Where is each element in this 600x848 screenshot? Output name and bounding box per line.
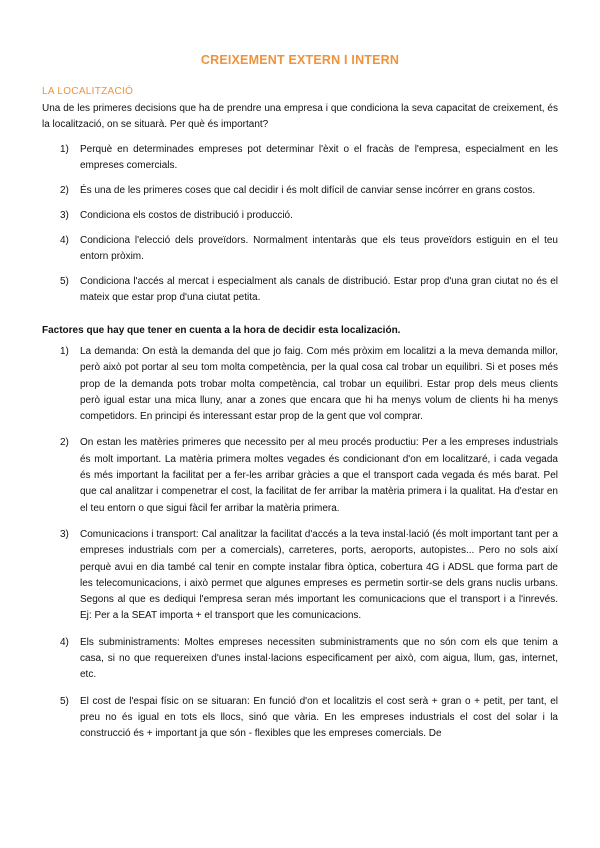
list-item-number: 1) [60,346,69,357]
list-item-text: Condiciona l'elecció dels proveïdors. Normalment intentaràs que els teus proveïdors estiguin en el teu entorn pròxim. [80,235,558,262]
page-title: CREIXEMENT EXTERN I INTERN [200,53,400,67]
list-item-number: 2) [60,185,69,196]
list-item-text: Comunicacions i transport: Cal analitzar la facilitat d'accés a la teva instal·lació (és molt important tant per a empreses industrials com per a comercials), carreteres, ports, aeroports, autopistes... Pero no sols així perquè avui en dia també cal tenir en compte instalar fibra òptica, cobertura 4G i ADSL que forma part de les telecomunicacions, i això permet que algunes empreses es permetin sortir-se dels grans nuclis urbans. Segons al que es dediqui l'empresa seran més important les comunicacions que el transport i a l'inrevés. Ej: Per a la SEAT importa + el transport que les comunicacions. [80,528,558,622]
list-item-number: 2) [60,437,69,449]
intro-paragraph: Una de les primeres decisions que ha de prendre una empresa i que condiciona la seva capacitat de creixement, és la localització, on se situarà. Per què és important? [42,103,558,130]
list-item-number: 5) [60,276,69,287]
list-item-text: La demanda: On està la demanda del que jo faig. Com més pròxim em localitzi a la meva demanda millor, però això pot portar al seu tom molta competència, per la qual cosa cal trobar un equilibri. Si et poses més prop de la demanda pots trobar molta competència, cal trobar un equilibri. Estar prop dels meus clients però igual estar una mica lluny, anar a zones que encara que hi ha menys volum de clients hi ha menys competidors. En principi és interessant estar prop de la gent que vol comprar. [80,346,558,423]
list-item-number: 4) [60,235,69,246]
list-item-text: És una de les primeres coses que cal decidir i és molt difícil de canviar sense incórrer en grans costos. [80,185,536,196]
list-item-number: 4) [60,636,69,648]
list-item-text: Condiciona l'accés al mercat i especialment als canals de distribució. Estar prop d'una gran ciutat no és el mateix que estar prop d'una ciutat petita. [80,276,558,303]
list-item-number: 3) [60,528,69,540]
list-item-text: Perquè en determinades empreses pot determinar l'èxit o el fracàs de l'empresa, especialment en les empreses comercials. [80,144,558,171]
list-item [42,344,558,425]
list-item-number: 5) [60,695,69,707]
list-item [42,183,558,199]
list-item-text: Els subministraments: Moltes empreses necessiten subministraments que no són com els que tenim a casa, si no que requereixen d'unes instal·lacions especificament per això, com aigua, llum, gas, internet, etc. [80,636,558,681]
reasons-list [42,142,558,306]
list-item [42,527,558,625]
list-item-number: 3) [60,210,69,221]
factors-list [42,344,558,743]
list-item-text: Condiciona els costos de distribució i producció. [80,210,293,221]
list-item-text: On estan les matèries primeres que necessito per al meu procés productiu: Per a les empreses industrials és molt important. La matèria primera moltes vegades és condicionant d'on em localitzaré, i cada vegada és més important la facilitat per a fer-les arribar gràcies a que el transport cada vegada és més barat. Pel que cal analitzar i compenetrar el cost, la facilitat de fer arribar la matèria primera i la qualitat. Ha d'estar en el teu entorn o que sigui fàcil fer arribar la matèria primera. [80,437,558,514]
section-heading: LA LOCALITZACIÓ [42,86,134,97]
list-item [42,142,558,174]
list-item-number: 1) [60,144,69,155]
list-item [42,208,558,224]
list-item [42,435,558,516]
list-item [42,233,558,265]
factors-heading: Factores que hay que tener en cuenta a la hora de decidir esta localización. [42,325,401,336]
list-item-text: El cost de l'espai físic on se situaran: En funció d'on et localitzis el cost serà + gran o + petit, per tant, el preu no és igual en tots els llocs, sinó que vària. En les empreses industrials el cost del solar i la construcció és + important ja que són - flexibles que les empreses comercials. De [80,695,558,740]
list-item [42,274,558,306]
list-item [42,694,558,743]
list-item [42,635,558,684]
